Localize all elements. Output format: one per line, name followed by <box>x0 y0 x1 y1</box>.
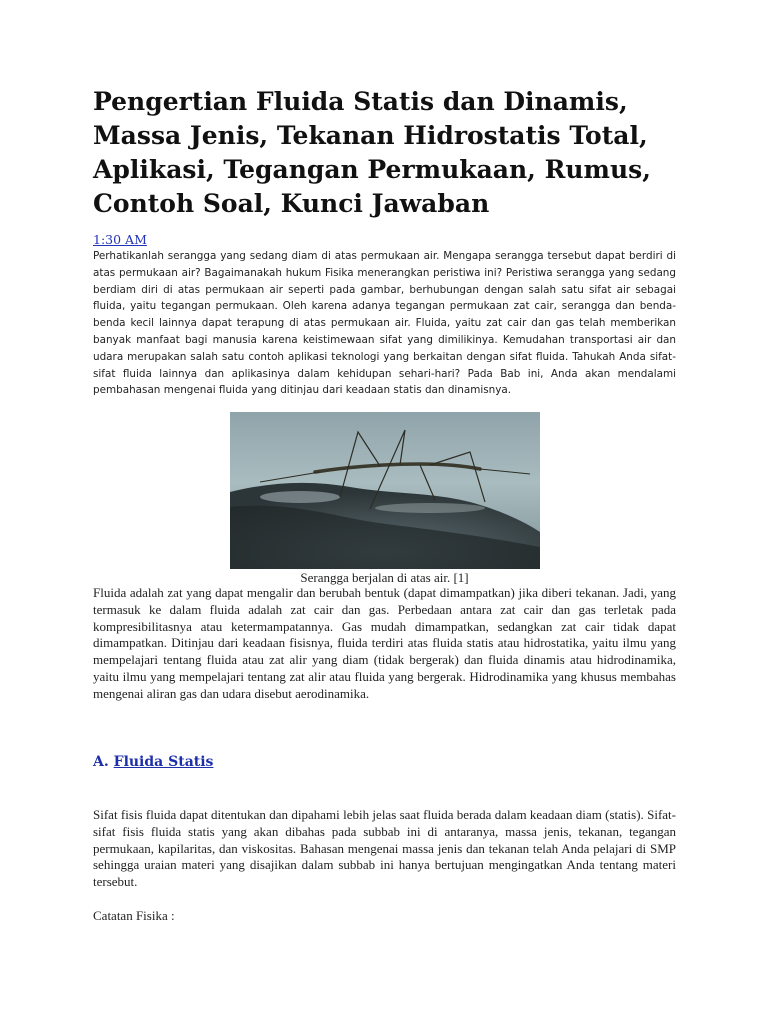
body-paragraph: Fluida adalah zat yang dapat mengalir dan berubah bentuk (dapat dimampatkan) jika diberi tekanan. Jadi, yang termasuk ke dalam fluida adalah zat cair dan gas. Perbedaan antara zat cair dan gas terletak pada kompresibilitasnya atau ketermampatannya. Gas mudah dimampatkan, sedangkan zat cair tidak dapat dimampatkan. Ditinjau dari keadaan fisisnya, fluida terdiri atas fluida statis atau hidrostatika, yaitu ilmu yang mempelajari tentang fluida atau zat alir yang diam (tidak bergerak) dan fluida dinamis atau hidrodinamika, yaitu ilmu yang mempelajari tentang zat alir atau fluida yang bergerak. Hidrodinamika yang khusus membahas mengenai aliran gas dan udara disebut aerodinamika. <box>93 585 676 701</box>
image-caption: Serangga berjalan di atas air. [1] <box>300 570 469 585</box>
intro-paragraph: Perhatikanlah serangga yang sedang diam di atas permukaan air. Mengapa serangga tersebut dapat berdiri di atas permukaan air? Bagaimanakah hukum Fisika menerangkan peristiwa ini? Peristiwa serangga yang sedang berdiam diri di atas permukaan air seperti pada gambar, berhubungan dengan salah satu sifat air sebagai fluida, yaitu tegangan permukaan. Oleh karena adanya tegangan permukaan zat cair, serangga dan benda-benda kecil lainnya dapat terapung di atas permukaan air. Fluida, yaitu zat cair dan gas telah memberikan banyak manfaat bagi manusia karena keistimewaan sifat yang dimilikinya. Kemudahan transportasi air dan udara merupakan salah satu contoh aplikasi teknologi yang berkaitan dengan sifat fluida. Tahukah Anda sifat-sifat fluida lainnya dan aplikasinya dalam kehidupan sehari-hari? Pada Bab ini, Anda akan mendalami pembahasan mengenai fluida yang ditinjau dari keadaan statis dan dinamisnya. <box>93 250 676 397</box>
page-title: Pengertian Fluida Statis dan Dinamis, Massa Jenis, Tekanan Hidrostatis Total, Aplikasi, Tegangan Permukaan, Rumus, Contoh Soal, Kunci Jawaban <box>93 87 651 218</box>
body-paragraph: Sifat fisis fluida dapat ditentukan dan dipahami lebih jelas saat fluida berada dalam keadaan diam (statis). Sifat-sifat fisis fluida statis yang akan dibahas pada subbab ini di antaranya, massa jenis, tekanan, tegangan permukaan, kapilaritas, dan viskositas. Bahasan mengenai massa jenis dan tekanan telah Anda pelajari di SMP sehingga uraian materi yang disajikan dalam subbab ini hanya bertujuan mengingatkan Anda tentang materi tersebut. <box>93 807 676 890</box>
note-label: Catatan Fisika : <box>93 908 175 923</box>
post-time-link[interactable]: 1:30 AM <box>93 232 147 247</box>
fluida-statis-link[interactable]: Fluida Statis <box>113 754 214 770</box>
water-strider-photo <box>230 412 540 569</box>
section-number: A. <box>93 754 114 770</box>
section-heading <box>93 754 213 770</box>
